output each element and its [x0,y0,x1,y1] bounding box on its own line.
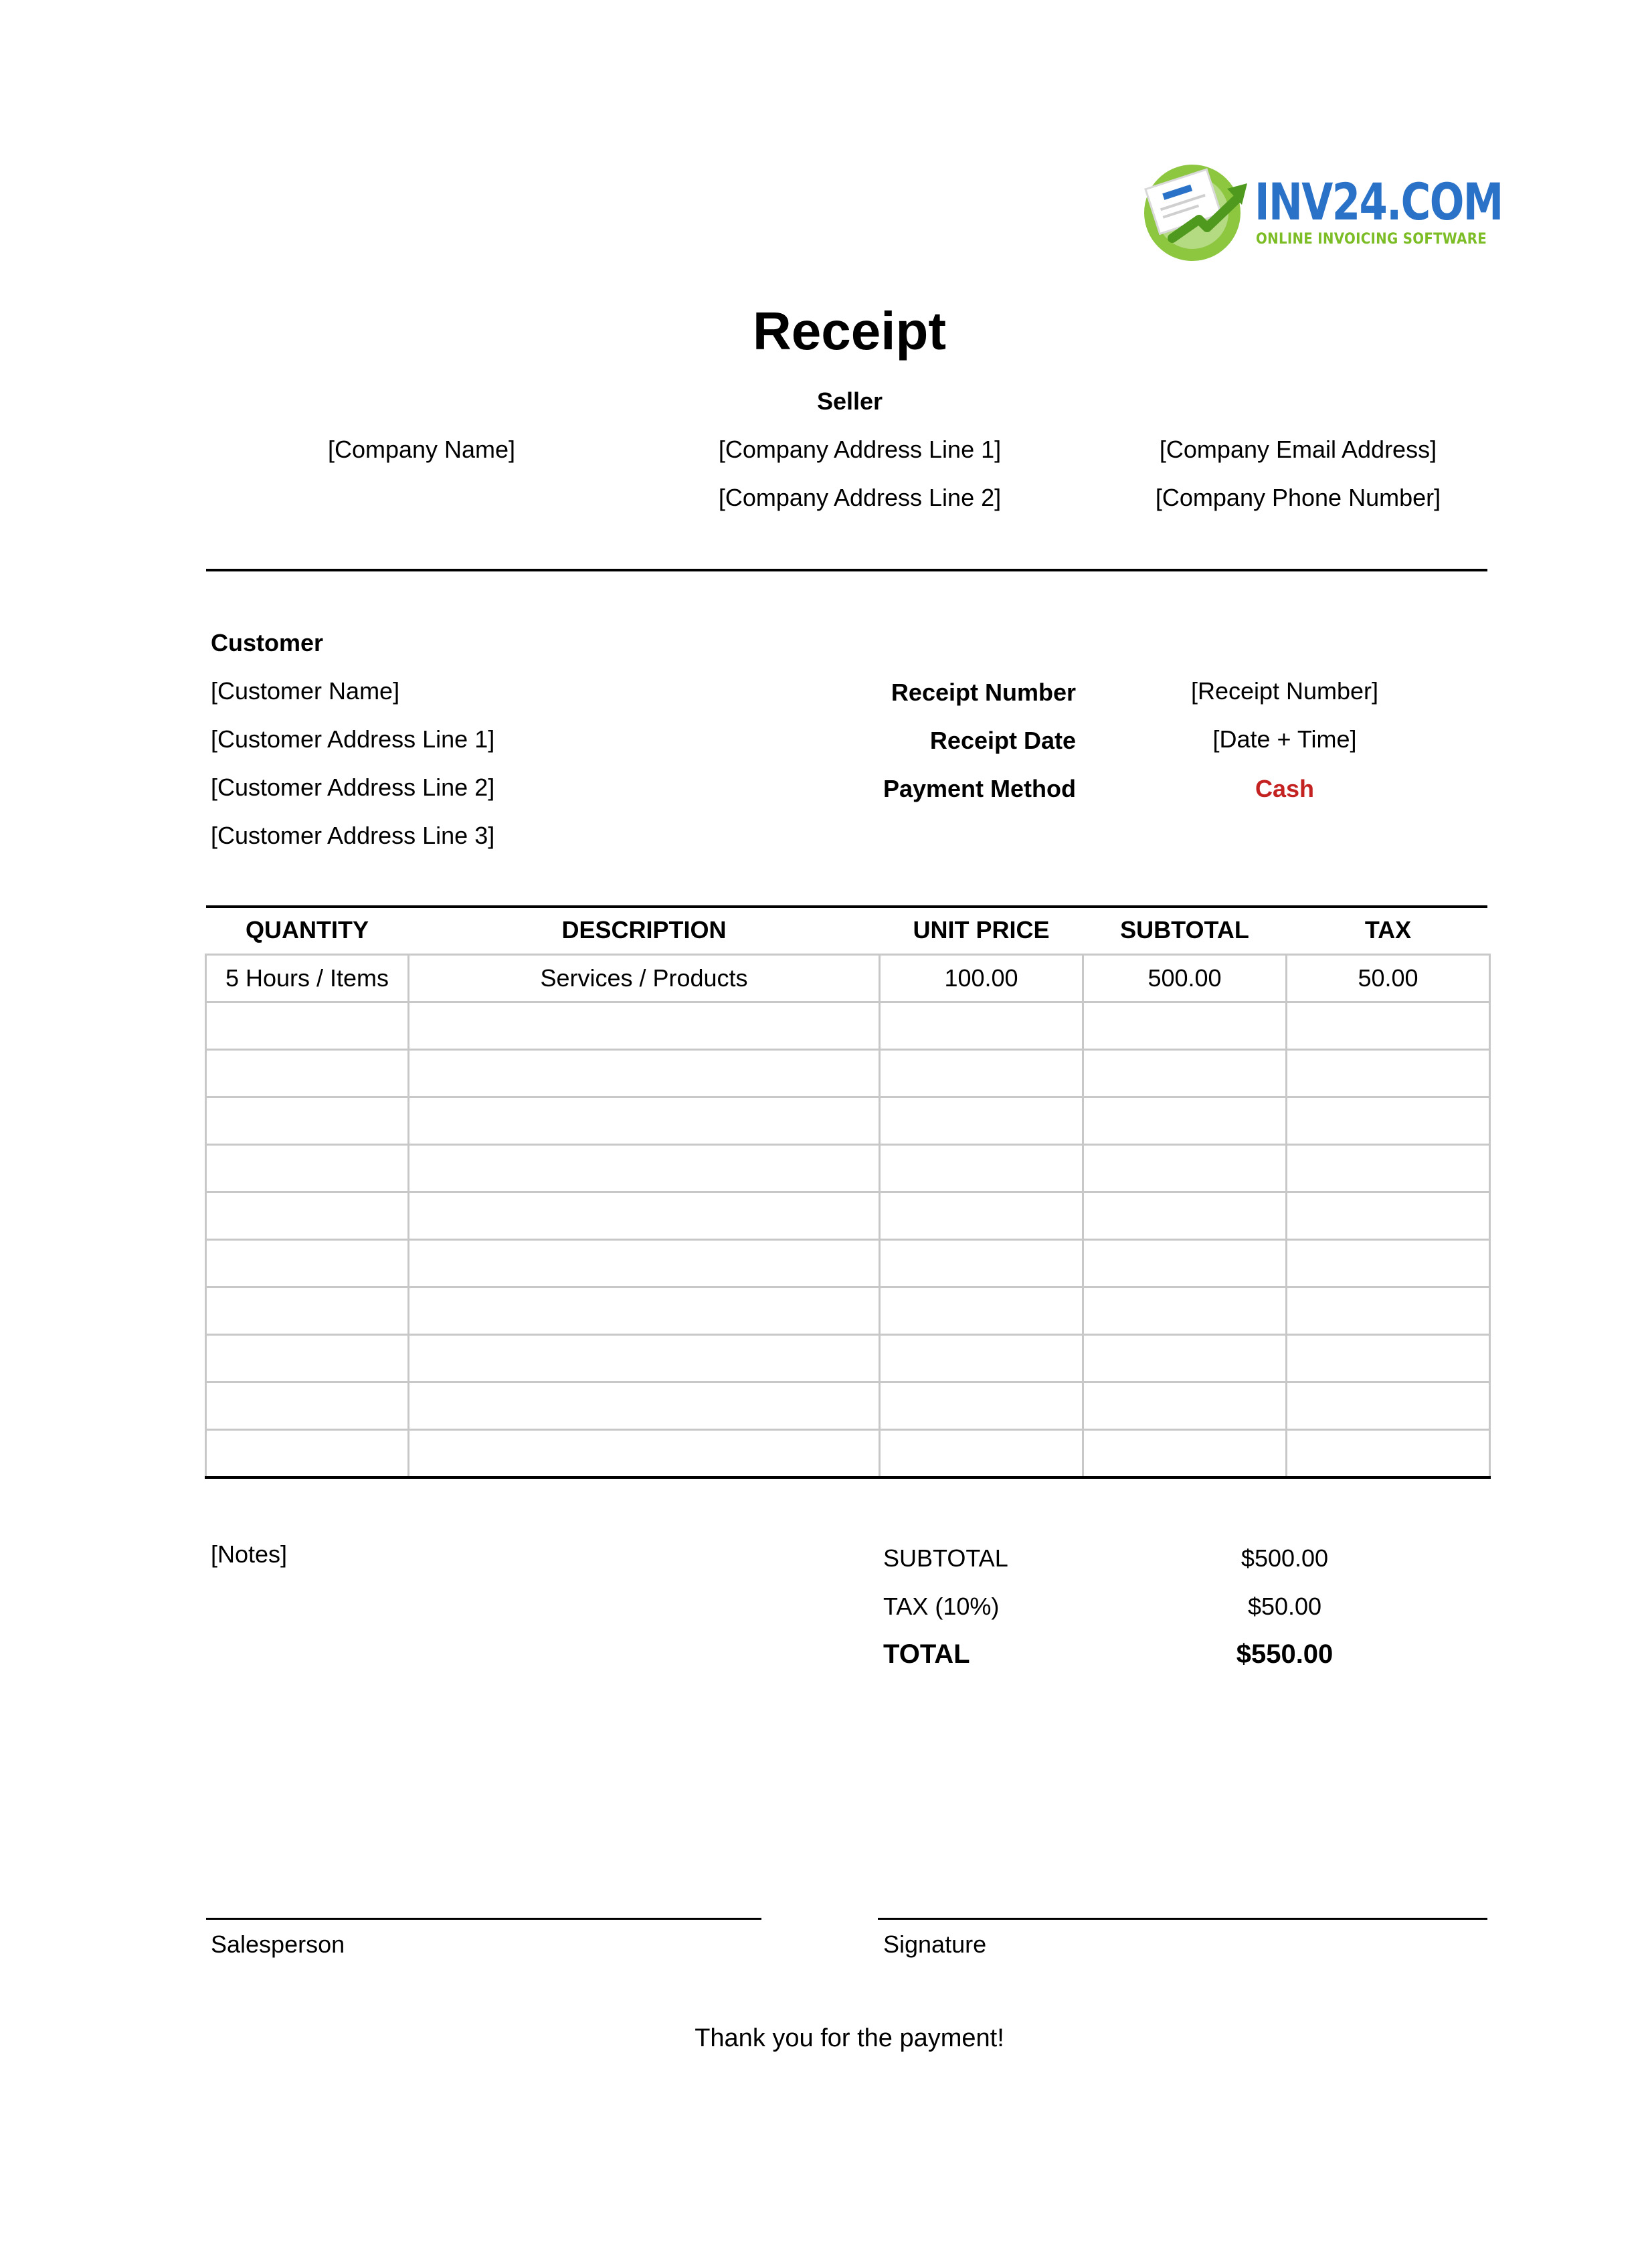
table-cell [409,1240,880,1287]
table-cell [880,1192,1083,1240]
table-cell: 50.00 [1287,955,1490,1002]
company-email: [Company Email Address] [1159,436,1437,463]
table-cell: Services / Products [409,955,880,1002]
table-cell [1287,1050,1490,1097]
company-name: [Company Name] [327,436,516,463]
customer-name: [Customer Name] [211,677,400,705]
company-address-line-1: [Company Address Line 1] [718,436,1002,463]
table-cell [880,1002,1083,1050]
table-row [206,1382,1490,1430]
table-row [206,1050,1490,1097]
items-table [205,907,1491,1479]
table-cell [206,1002,409,1050]
table-cell [880,1382,1083,1430]
table-cell [206,1192,409,1240]
table-cell [1287,1192,1490,1240]
table-cell [409,1145,880,1192]
table-cell [206,1430,409,1478]
table-header-row [206,907,1490,955]
table-cell [1083,1430,1287,1478]
table-cell: 500.00 [1083,955,1287,1002]
column-header: TAX [1364,916,1412,943]
notes: [Notes] [211,1540,288,1568]
table-cell [206,1097,409,1145]
table-cell [1083,1097,1287,1145]
table-cell: 5 Hours / Items [206,955,409,1002]
table-cell [1287,1430,1490,1478]
tax-label: TAX (10%) [883,1593,1000,1620]
table-cell [409,1287,880,1335]
column-header: DESCRIPTION [561,916,727,943]
table-cell [880,1335,1083,1382]
table-row [206,955,1490,1002]
table-cell [1083,1050,1287,1097]
company-phone: [Company Phone Number] [1155,484,1441,511]
table-cell [1083,1287,1287,1335]
table-cell [206,1382,409,1430]
tax-value: $50.00 [1247,1593,1322,1620]
table-row [206,1240,1490,1287]
subtotal-value: $500.00 [1241,1544,1329,1572]
table-row [206,1145,1490,1192]
table-row [206,1097,1490,1145]
seller-heading: Seller [816,387,883,415]
customer-signature-line [878,1918,1487,1920]
table-cell [409,1335,880,1382]
customer-address-line-3: [Customer Address Line 3] [211,822,495,849]
customer-heading: Customer [211,629,324,656]
receipt-date-label: Receipt Date [929,727,1076,754]
receipt-number-value: [Receipt Number] [1190,677,1379,705]
table-cell [1083,1382,1287,1430]
column-header: UNIT PRICE [913,916,1050,943]
table-cell [1287,1335,1490,1382]
logo-tagline: ONLINE INVOICING SOFTWARE [1256,231,1487,248]
salesperson-label: Salesperson [211,1930,345,1958]
total-value: $550.00 [1236,1639,1334,1669]
table-row [206,1002,1490,1050]
table-cell [1083,1192,1287,1240]
table-cell [206,1050,409,1097]
column-header: QUANTITY [246,916,369,943]
document-title: Receipt [753,301,946,361]
table-cell [880,1430,1083,1478]
salesperson-signature-line [206,1918,761,1920]
signature-label: Signature [883,1930,987,1958]
table-cell [409,1002,880,1050]
table-cell [880,1145,1083,1192]
table-cell [1287,1240,1490,1287]
table-cell [1287,1382,1490,1430]
company-address-line-2: [Company Address Line 2] [718,484,1002,511]
header-divider [206,569,1487,571]
column-header: SUBTOTAL [1120,916,1249,943]
table-cell [880,1097,1083,1145]
thank-you-message: Thank you for the payment! [695,2024,1004,2052]
table-cell [206,1287,409,1335]
table-cell [880,1240,1083,1287]
table-cell [206,1335,409,1382]
table-cell [1287,1002,1490,1050]
total-label: TOTAL [883,1639,970,1669]
table-row [206,1335,1490,1382]
table-cell [409,1382,880,1430]
table-cell [1287,1287,1490,1335]
table-cell [880,1050,1083,1097]
table-cell [206,1145,409,1192]
table-cell [409,1192,880,1240]
table-row [206,1287,1490,1335]
payment-method-value: Cash [1255,775,1315,802]
receipt-number-label: Receipt Number [891,679,1076,706]
table-cell [1083,1145,1287,1192]
table-cell [409,1050,880,1097]
table-row [206,1430,1490,1478]
table-cell [1083,1240,1287,1287]
table-cell [1287,1145,1490,1192]
table-cell [206,1240,409,1287]
table-cell: 100.00 [880,955,1083,1002]
table-cell [1083,1002,1287,1050]
payment-method-label: Payment Method [883,775,1076,802]
table-cell [1287,1097,1490,1145]
receipt-date-value: [Date + Time] [1212,725,1357,753]
customer-address-line-2: [Customer Address Line 2] [211,774,495,801]
logo-wordmark: INV24.COM [1255,172,1503,232]
table-cell [1083,1335,1287,1382]
customer-address-line-1: [Customer Address Line 1] [211,725,495,753]
subtotal-label: SUBTOTAL [883,1544,1008,1572]
table-row [206,1192,1490,1240]
table-cell [409,1097,880,1145]
table-cell [880,1287,1083,1335]
table-cell [409,1430,880,1478]
